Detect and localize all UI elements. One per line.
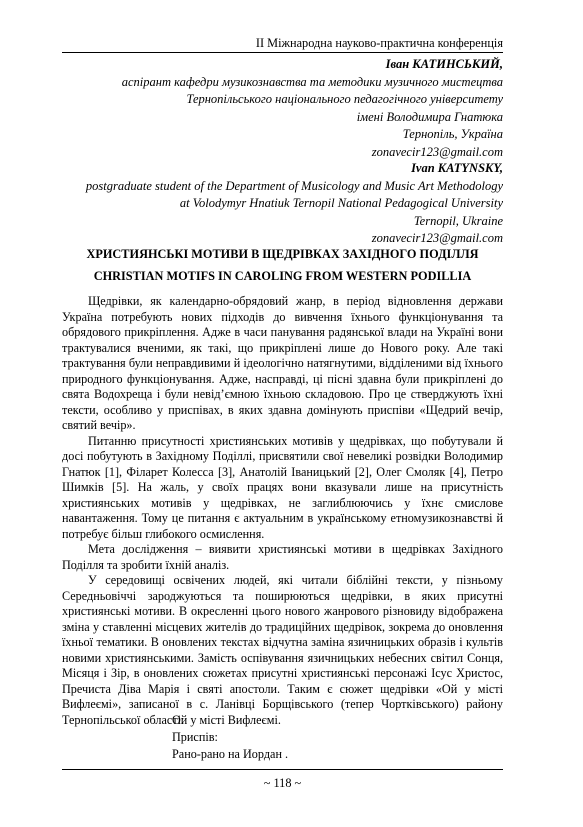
author-block-english: [43, 160, 503, 248]
author-block-ukrainian: [43, 56, 503, 161]
author-name-english: Ivan KATYNSKY,: [411, 161, 503, 175]
paragraph: Питанню присутності християнських мотивів у щедрівках, що побутували й досі побутують в Західному Поділлі, присвятили свої невеликі розвідки Володимир Гнатюк [1], Філарет Колесса [3], Анатолій Іваницький [2], Олег Смоляк [4], Петро Шимків [5]. На жаль, у своїх працях вони вказували лише на присутність християнських мотивів у щедрівках, не заглиблюючись у їхнє смислове навантаження. Тому це питання є актуальним в українському етномузикознавстві й потребує більш глибокого осмислення.: [62, 433, 503, 541]
paragraph: Щедрівки, як календарно-обрядовий жанр, в період відновлення держави Україна потребують нових підходів до вивчення їхнього функціонування та обрядового прикріплення. Адже в часи панування радянської влади на Україні вони трактувалися вченими, як такі, що прикріплені лише до Нового року. Але такі трактування були неправдивими й ідеологічно натягнутими, відділеними від їхнього природного функціонування. Адже, насправді, ці пісні здавна були прикріплені до свята Водохреща і були невід’ємною їхньою складовою. Про це стверджують їхні тексти, особливо у приспівах, в яких здавна домінують приспіви «Щедрий вечір, святий вечір».: [62, 294, 503, 432]
author-email: zonavecir123@gmail.com: [371, 144, 503, 159]
paragraph: У середовищі освічених людей, які читали біблійні тексти, у пізньому Середньовіччі зароджуються та поширюються щедрівки, в яких присутні християнські мотиви. В окресленні цього нового жанрового різновиду відображена зміна у ставленні місцевих жителів до традиційних щедрівок, зокрема до оновлення їхньої тематики. В оновлених текстах відчутна заміна язичницьких образів і культів новими християнськими. Замість оспівування язичницьких небесних світил Сонця, Місяця і Зір, в оновлених сюжетах присутні християнські персонажі Ісус Христос, Пречиста Діва Марія і святі апостоли. Таким є сюжет щедрівки «Ой у місті Вифлеємі», записаної в с. Ланівці Борщівського (тепер Чортківського) району Тернопільської області:: [62, 573, 503, 727]
author-affiliation-line: аспірант кафедри музикознавства та методики музичного мистецтва: [121, 74, 503, 89]
author-affiliation-line: postgraduate student of the Department of Musicology and Music Art Methodology: [85, 178, 503, 193]
author-affiliation-line: імені Володимира Гнатюка: [356, 109, 503, 124]
author-affiliation-line: Тернопільського національного педагогічного університету: [186, 92, 503, 106]
paper-title-english: CHRISTIAN MOTIFS IN CAROLING FROM WESTERN PODILLIA: [93, 269, 472, 283]
author-name-ukrainian: Іван КАТИНСЬКИЙ,: [385, 57, 503, 71]
author-affiliation-line: at Volodymyr Hnatiuk Ternopil National Pedagogical University: [179, 196, 503, 210]
author-location: Ternopil, Ukraine: [413, 213, 503, 228]
running-header: ІІ Міжнародна науково-практична конференція: [255, 36, 503, 50]
verse-line: Ой у місті Вифлеємі.: [172, 713, 281, 727]
paragraph: Мета дослідження – виявити християнські мотиви в щедрівках Західного Поділля та зробити їхній аналіз.: [62, 542, 503, 572]
verse-refrain-label: Приспів:: [172, 730, 218, 744]
header-rule: [62, 52, 503, 53]
author-location: Тернопіль, Україна: [402, 127, 503, 141]
footer-rule: [62, 769, 503, 770]
paper-title-ukrainian: ХРИСТИЯНСЬКІ МОТИВИ В ЩЕДРІВКАХ ЗАХІДНОГО ПОДІЛЛЯ: [86, 247, 479, 261]
author-email: zonavecir123@gmail.com: [371, 231, 503, 245]
verse-line: Рано-рано на Иордан .: [172, 747, 289, 761]
body-text: [62, 294, 503, 728]
page-number: ~ 118 ~: [263, 776, 302, 790]
